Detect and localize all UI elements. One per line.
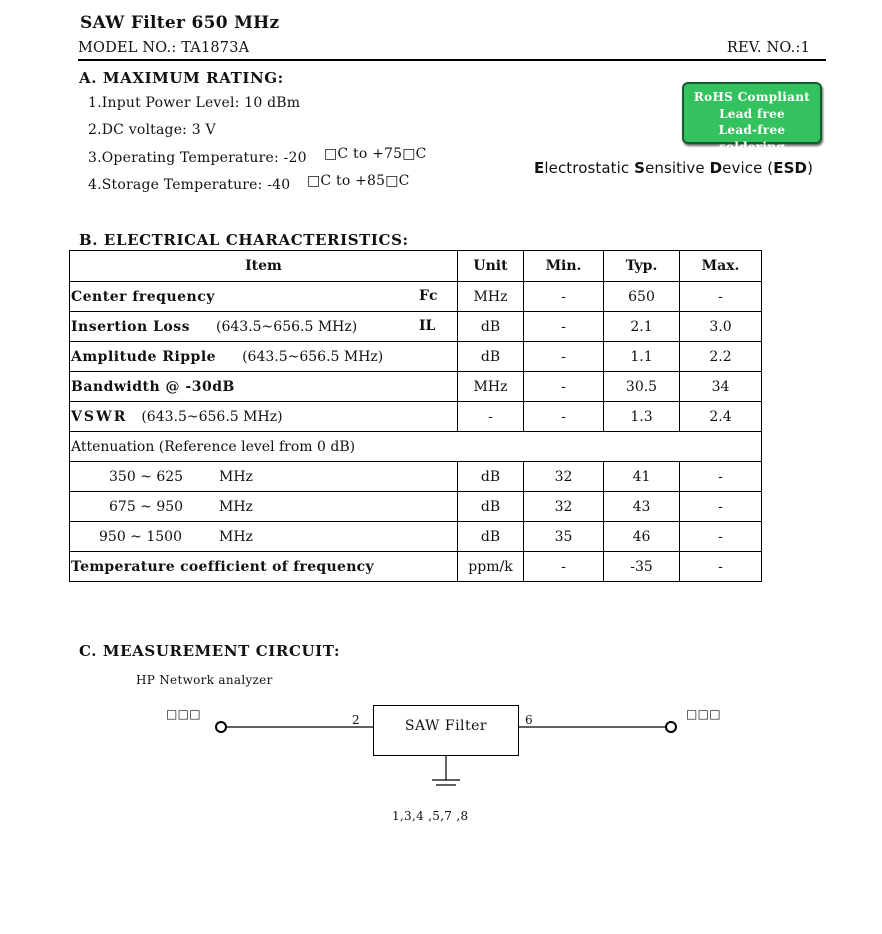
max-cell: - [680, 552, 762, 582]
rating-item: 3.Operating Temperature: -20 [88, 150, 307, 166]
right-port-label: □□□ [686, 707, 721, 721]
min-cell: 32 [524, 462, 604, 492]
typ-cell: -35 [604, 552, 680, 582]
input-pin-number: 2 [352, 713, 360, 727]
column-header: Min. [524, 251, 604, 282]
min-cell: - [524, 372, 604, 402]
ground-pins-label: 1,3,4 ,5,7 ,8 [392, 809, 469, 823]
min-cell: 35 [524, 522, 604, 552]
min-cell: - [524, 552, 604, 582]
min-cell: - [524, 402, 604, 432]
esd-label: Electrostatic Sensitive Device (ESD) [534, 159, 814, 177]
analyzer-label: HP Network analyzer [136, 673, 273, 687]
typ-cell: 1.1 [604, 342, 680, 372]
left-port-label: □□□ [166, 707, 201, 721]
document-title: SAW Filter 650 MHz [80, 13, 280, 33]
saw-filter-label: SAW Filter [404, 718, 488, 734]
unit-cell: - [458, 402, 524, 432]
input-terminal [216, 722, 226, 732]
unit-cell: ppm/k [458, 552, 524, 582]
min-cell: - [524, 342, 604, 372]
unit-cell: dB [458, 492, 524, 522]
max-cell: - [680, 492, 762, 522]
typ-cell: 41 [604, 462, 680, 492]
rating-range: □C to +75□C [324, 146, 427, 162]
unit-cell: dB [458, 462, 524, 492]
column-header: Item [70, 251, 458, 282]
item-cell: VSWR (643.5~656.5 MHz) [70, 402, 458, 432]
column-header: Unit [458, 251, 524, 282]
attenuation-label: Attenuation (Reference level from 0 dB) [70, 432, 762, 462]
section-c-heading: C. MEASUREMENT CIRCUIT: [79, 642, 341, 660]
saw-filter-block [373, 705, 519, 756]
model-number: MODEL NO.: TA1873A [78, 40, 250, 56]
rohs-line: Lead-free soldering [718, 123, 786, 154]
min-cell: 32 [524, 492, 604, 522]
item-cell: 950 ~ 1500 MHz [70, 522, 458, 552]
ground-icon [432, 756, 460, 785]
unit-cell: MHz [458, 372, 524, 402]
max-cell: - [680, 462, 762, 492]
revision-number: REV. NO.:1 [726, 40, 810, 56]
typ-cell: 46 [604, 522, 680, 552]
section-b-heading: B. ELECTRICAL CHARACTERISTICS: [79, 231, 409, 249]
rating-item: 1.Input Power Level: 10 dBm [88, 95, 301, 111]
typ-cell: 30.5 [604, 372, 680, 402]
rating-item: 4.Storage Temperature: -40 [88, 177, 291, 193]
min-cell: - [524, 282, 604, 312]
unit-cell: dB [458, 342, 524, 372]
max-cell: 2.4 [680, 402, 762, 432]
rohs-line: RoHS Compliant [693, 90, 811, 104]
min-cell: - [524, 312, 604, 342]
column-header: Max. [680, 251, 762, 282]
typ-cell: 43 [604, 492, 680, 522]
rating-item: 2.DC voltage: 3 V [88, 122, 216, 138]
output-terminal [666, 722, 676, 732]
unit-cell: dB [458, 312, 524, 342]
section-a-heading: A. MAXIMUM RATING: [79, 69, 284, 87]
rating-range: □C to +85□C [307, 173, 410, 189]
typ-cell: 1.3 [604, 402, 680, 432]
typ-cell: 650 [604, 282, 680, 312]
item-cell: Center frequency Fc [70, 282, 458, 312]
item-cell: Amplitude Ripple (643.5~656.5 MHz) [70, 342, 458, 372]
item-cell: Temperature coefficient of frequency [70, 552, 458, 582]
max-cell: - [680, 522, 762, 552]
item-cell: 675 ~ 950 MHz [70, 492, 458, 522]
max-cell: - [680, 282, 762, 312]
max-cell: 3.0 [680, 312, 762, 342]
unit-cell: dB [458, 522, 524, 552]
item-cell: Bandwidth @ -30dB [70, 372, 458, 402]
unit-cell: MHz [458, 282, 524, 312]
rohs-line: Lead free [719, 106, 785, 121]
item-cell: Insertion Loss (643.5~656.5 MHz) IL [70, 312, 458, 342]
typ-cell: 2.1 [604, 312, 680, 342]
max-cell: 2.2 [680, 342, 762, 372]
max-cell: 34 [680, 372, 762, 402]
item-cell: 350 ~ 625 MHz [70, 462, 458, 492]
output-pin-number: 6 [525, 713, 533, 727]
column-header: Typ. [604, 251, 680, 282]
